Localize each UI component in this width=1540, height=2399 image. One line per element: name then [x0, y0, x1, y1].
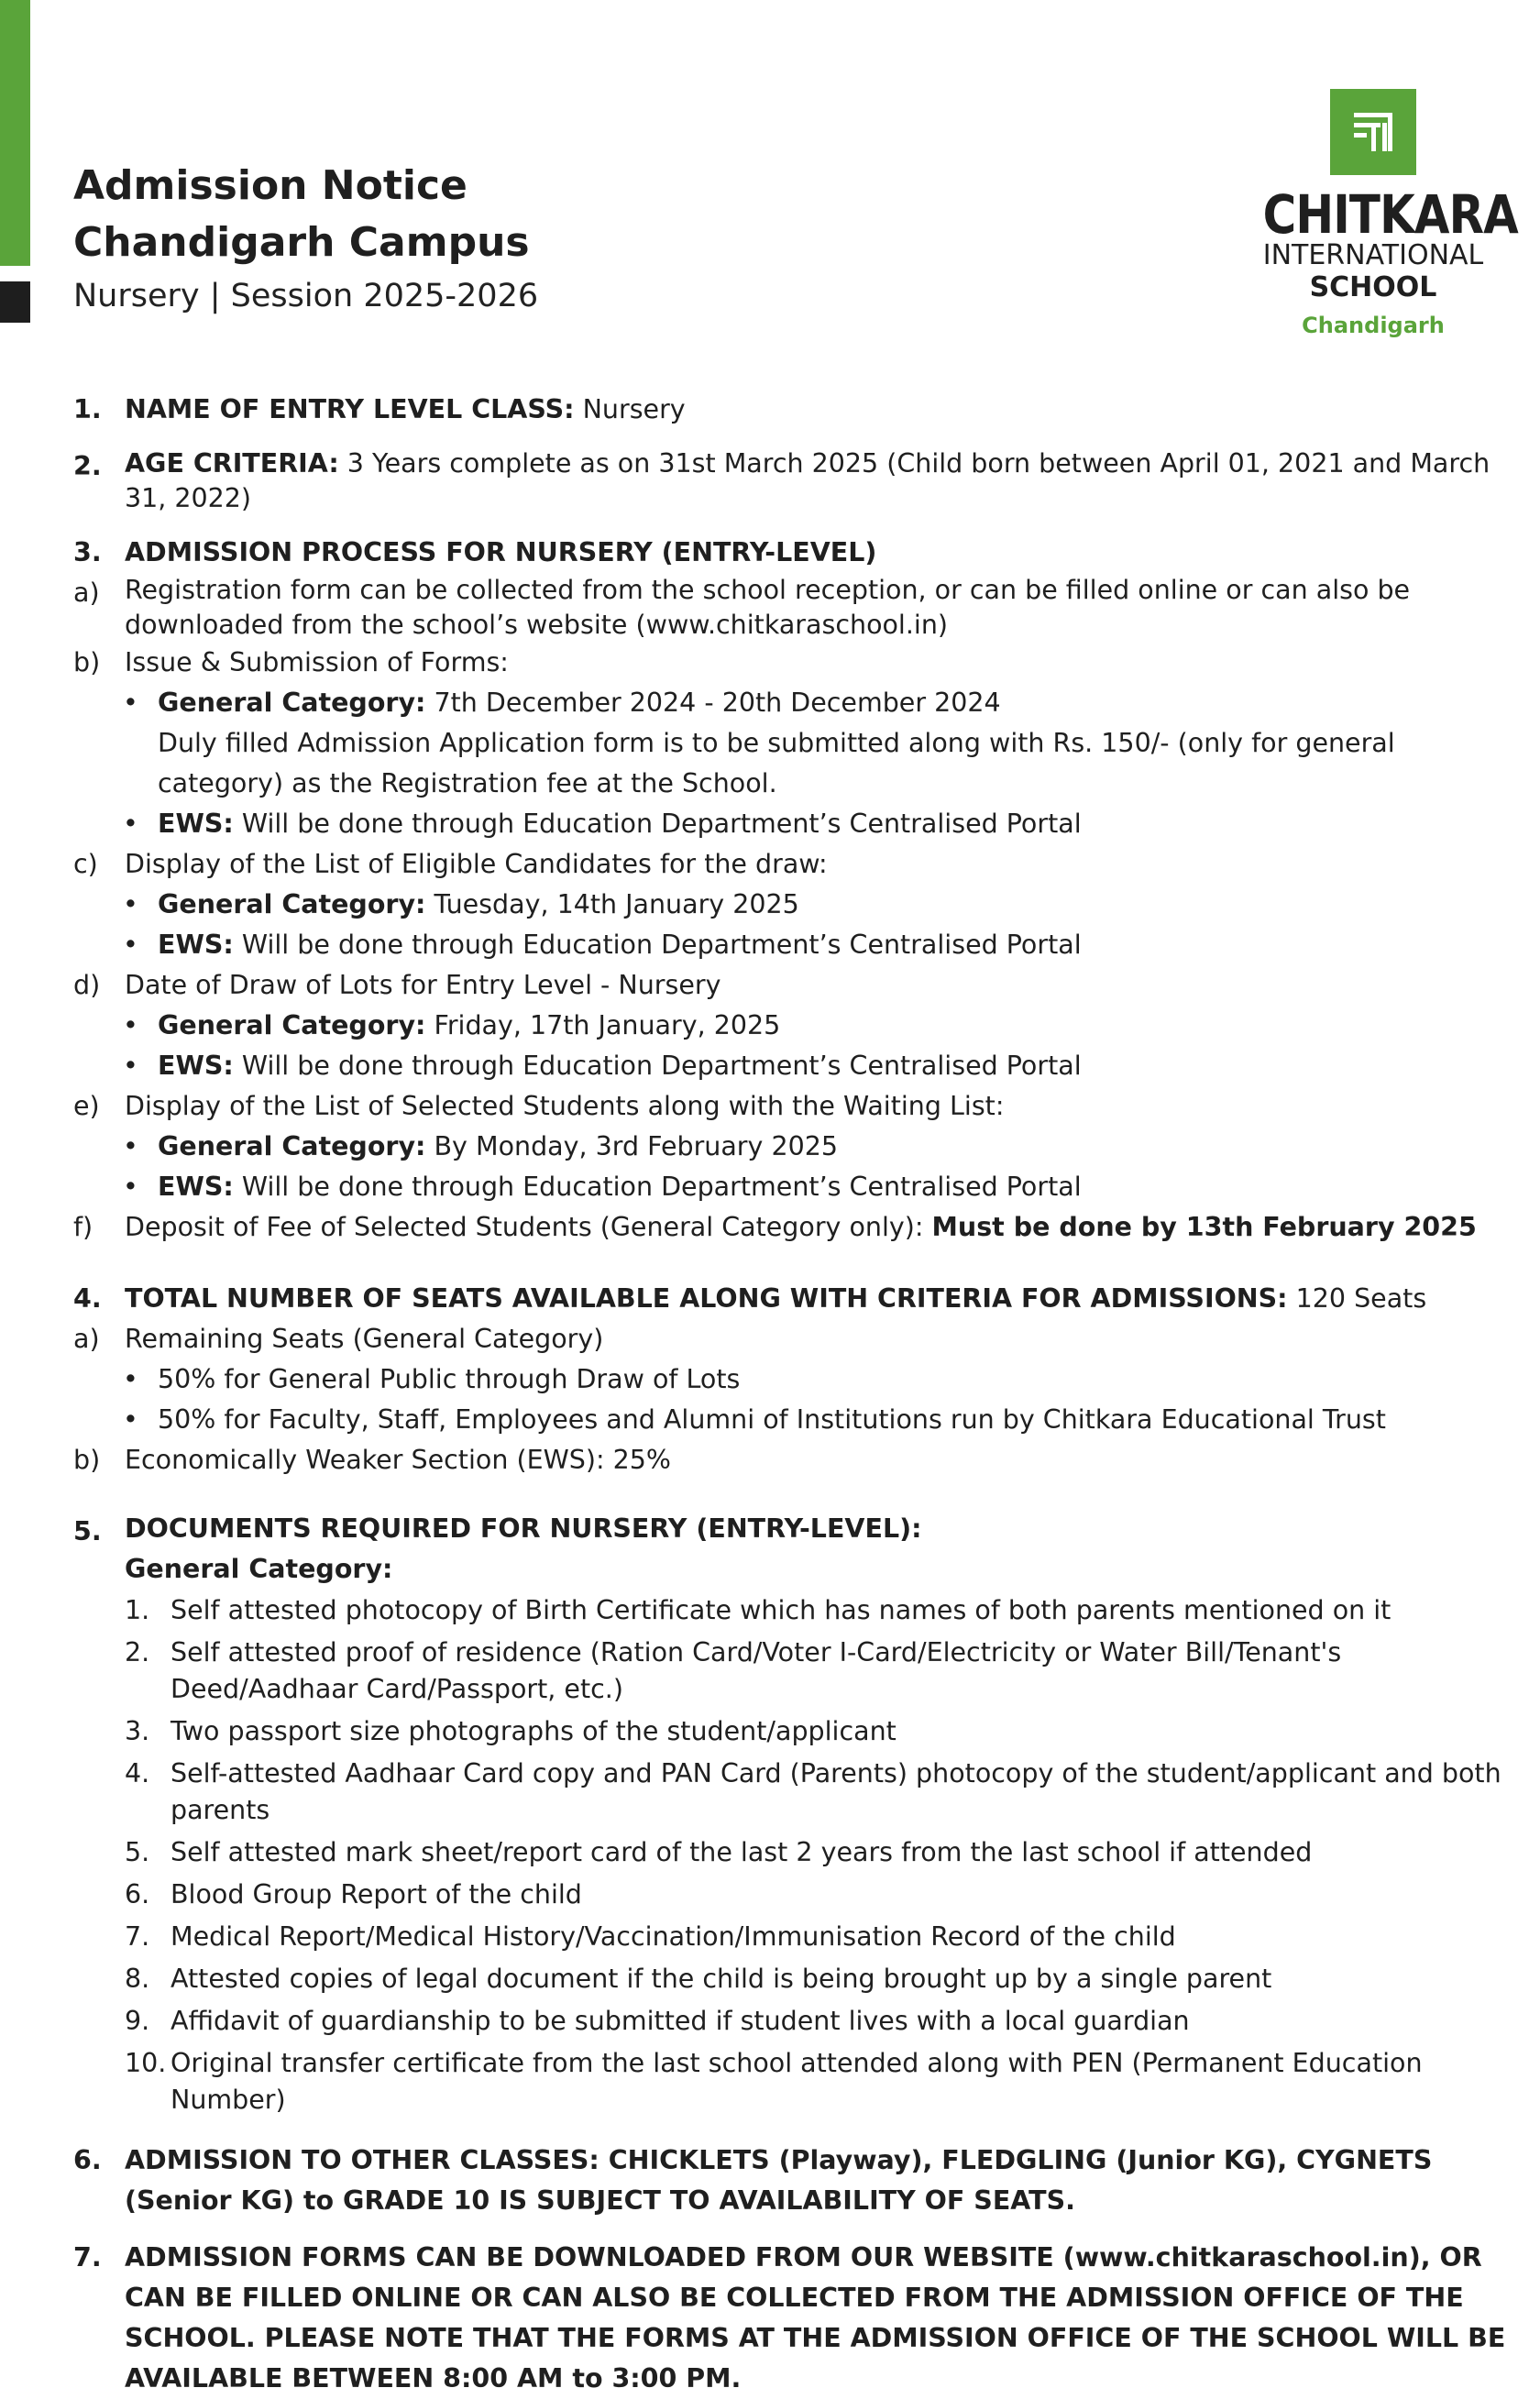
document-item	[73, 1592, 1522, 1629]
bullet-general: • General Category: Tuesday, 14th January 2025	[123, 889, 799, 919]
document-number: 6.	[125, 1879, 150, 1909]
bullet-ews: • EWS: Will be done through Education Department’s Centralised Portal	[123, 930, 1082, 960]
document-item	[73, 1961, 1522, 1997]
chitkara-logo-icon	[1330, 89, 1416, 175]
bullet-ews: • EWS: Will be done through Education Department’s Centralised Portal	[123, 809, 1082, 839]
document-text: Affidavit of guardianship to be submitted if student lives with a local guardian	[170, 2006, 1190, 2036]
document-item	[73, 1919, 1522, 1955]
section-number: 5.	[73, 1516, 102, 1546]
document-item	[73, 1876, 1522, 1913]
bullet-ews: • EWS: Will be done through Education Department’s Centralised Portal	[123, 1051, 1082, 1081]
section-text: ADMISSION FORMS CAN BE DOWNLOADED FROM OUR WEBSITE (www.chitkaraschool.in), OR CAN BE FILLED ONLINE OR CAN ALSO BE COLLECTED FROM THE ADMISSION OFFICE OF THE SCHOOL. PLEASE NOTE THAT THE FORMS AT THE ADMISSION OFFICE OF THE SCHOOL WILL BE AVAILABLE BETWEEN 8:00 AM to 3:00 PM.	[125, 2242, 1506, 2393]
document-text: Original transfer certificate from the last school attended along with PEN (Permanent Education Number)	[170, 2048, 1423, 2115]
documents-subheading: General Category:	[125, 1554, 393, 1584]
logo-school: SCHOOL	[1309, 271, 1437, 303]
document-text: Attested copies of legal document if the child is being brought up by a single parent	[170, 1964, 1272, 1994]
campus-title: Chandigarh Campus	[73, 219, 530, 266]
logo-mark-icon	[1330, 89, 1416, 175]
logo-city: Chandigarh	[1302, 313, 1445, 338]
section-3	[73, 533, 1522, 573]
section-number: 7.	[73, 2242, 102, 2272]
section-label: TOTAL NUMBER OF SEATS AVAILABLE ALONG WITH CRITERIA FOR ADMISSIONS:	[125, 1283, 1288, 1314]
document-number: 7.	[125, 1921, 150, 1952]
section-value: 3 Years complete as on 31st March 2025 (Child born between April 01, 2021 and March 31, 2022)	[125, 448, 1490, 513]
fee-deadline: Must be done by 13th February 2025	[931, 1212, 1477, 1242]
document-text: Self attested proof of residence (Ration Card/Voter I-Card/Electricity or Water Bill/Tenant's Deed/Aadhaar Card/Passport, etc.)	[170, 1637, 1342, 1704]
section-value: Nursery	[574, 394, 686, 424]
process-item-f: f) Deposit of Fee of Selected Students (General Category only): Must be done by 13th February 2025	[73, 1212, 1477, 1242]
process-item-e: e) Display of the List of Selected Students along with the Waiting List:	[73, 1091, 1005, 1121]
section-label: NAME OF ENTRY LEVEL CLASS:	[125, 394, 575, 424]
notice-body	[73, 390, 1522, 2399]
bullet-ews: • EWS: Will be done through Education Department’s Centralised Portal	[123, 1172, 1082, 1202]
bullet-general: • General Category: By Monday, 3rd February 2025	[123, 1131, 838, 1161]
document-number: 8.	[125, 1964, 150, 1994]
bullet-seat-quota: • 50% for General Public through Draw of Lots	[123, 1364, 741, 1394]
bullet-general: • General Category: 7th December 2024 - 20th December 2024	[123, 688, 1001, 718]
dark-side-block	[0, 281, 30, 323]
section-text: ADMISSION TO OTHER CLASSES: CHICKLETS (Playway), FLEDGLING (Junior KG), CYGNETS (Senior KG) to GRADE 10 IS SUBJECT TO AVAILABILITY OF SEATS.	[125, 2145, 1433, 2216]
section-number: 2.	[73, 451, 102, 481]
document-item	[73, 1834, 1522, 1871]
section-label: AGE CRITERIA:	[125, 448, 339, 479]
document-number: 10.	[125, 2048, 167, 2078]
document-item	[73, 1755, 1522, 1829]
section-value: 120 Seats	[1287, 1283, 1427, 1314]
section-1	[73, 390, 1522, 430]
section-number: 3.	[73, 537, 102, 567]
process-item-d: d) Date of Draw of Lots for Entry Level - Nursery	[73, 970, 721, 1000]
section-number: 6.	[73, 2145, 102, 2175]
document-number: 5.	[125, 1837, 150, 1867]
documents-list	[73, 1592, 1522, 2118]
section-title: DOCUMENTS REQUIRED FOR NURSERY (ENTRY-LEVEL):	[125, 1513, 922, 1544]
document-text: Self attested photocopy of Birth Certificate which has names of both parents mentioned on it	[170, 1595, 1392, 1625]
school-logo	[1245, 89, 1518, 342]
logo-international: INTERNATIONAL	[1262, 239, 1484, 271]
seats-item-b: b) Economically Weaker Section (EWS): 25%	[73, 1445, 671, 1475]
document-text: Self-attested Aadhaar Card copy and PAN Card (Parents) photocopy of the student/applicant and both parents	[170, 1758, 1502, 1825]
notice-header	[73, 158, 538, 321]
section-2	[73, 446, 1522, 516]
registration-fee-note: Duly filled Admission Application form is to be submitted along with Rs. 150/- (only for general category) as the Registration fee at the School.	[158, 728, 1395, 798]
document-text: Blood Group Report of the child	[170, 1879, 582, 1909]
session-subtitle: Nursery | Session 2025-2026	[73, 278, 539, 314]
document-text: Two passport size photographs of the student/applicant	[170, 1716, 896, 1746]
section-title: ADMISSION PROCESS FOR NURSERY (ENTRY-LEVEL)	[125, 537, 877, 567]
seats-item-a: a) Remaining Seats (General Category)	[73, 1324, 604, 1354]
section-5	[73, 1512, 1522, 1552]
green-side-bar	[0, 0, 30, 266]
process-item-b: b) Issue & Submission of Forms:	[73, 647, 509, 677]
document-item	[73, 2045, 1522, 2118]
bullet-general: • General Category: Friday, 17th January, 2025	[123, 1010, 781, 1040]
document-item	[73, 1713, 1522, 1750]
process-item-a: a) Registration form can be collected from the school reception, or can be filled online or can also be downloaded from the school’s website (www.chitkaraschool.in)	[73, 575, 1411, 640]
bullet-seat-quota: • 50% for Faculty, Staff, Employees and Alumni of Institutions run by Chitkara Educational Trust	[123, 1404, 1386, 1435]
document-item	[73, 2003, 1522, 2040]
document-number: 9.	[125, 2006, 150, 2036]
document-number: 3.	[125, 1716, 150, 1746]
section-number: 4.	[73, 1283, 102, 1314]
process-item-c: c) Display of the List of Eligible Candidates for the draw:	[73, 849, 828, 879]
document-number: 1.	[125, 1595, 150, 1625]
document-text: Medical Report/Medical History/Vaccination/Immunisation Record of the child	[170, 1921, 1176, 1952]
document-item	[73, 1634, 1522, 1708]
section-6	[73, 2140, 1522, 2221]
notice-title: Admission Notice	[73, 162, 468, 209]
document-text: Self attested mark sheet/report card of the last 2 years from the last school if attended	[170, 1837, 1313, 1867]
logo-wordmark: CHITKARA	[1262, 183, 1518, 246]
section-number: 1.	[73, 394, 102, 424]
section-7	[73, 2238, 1522, 2399]
document-number: 4.	[125, 1758, 150, 1788]
document-number: 2.	[125, 1637, 150, 1667]
section-4	[73, 1279, 1522, 1319]
